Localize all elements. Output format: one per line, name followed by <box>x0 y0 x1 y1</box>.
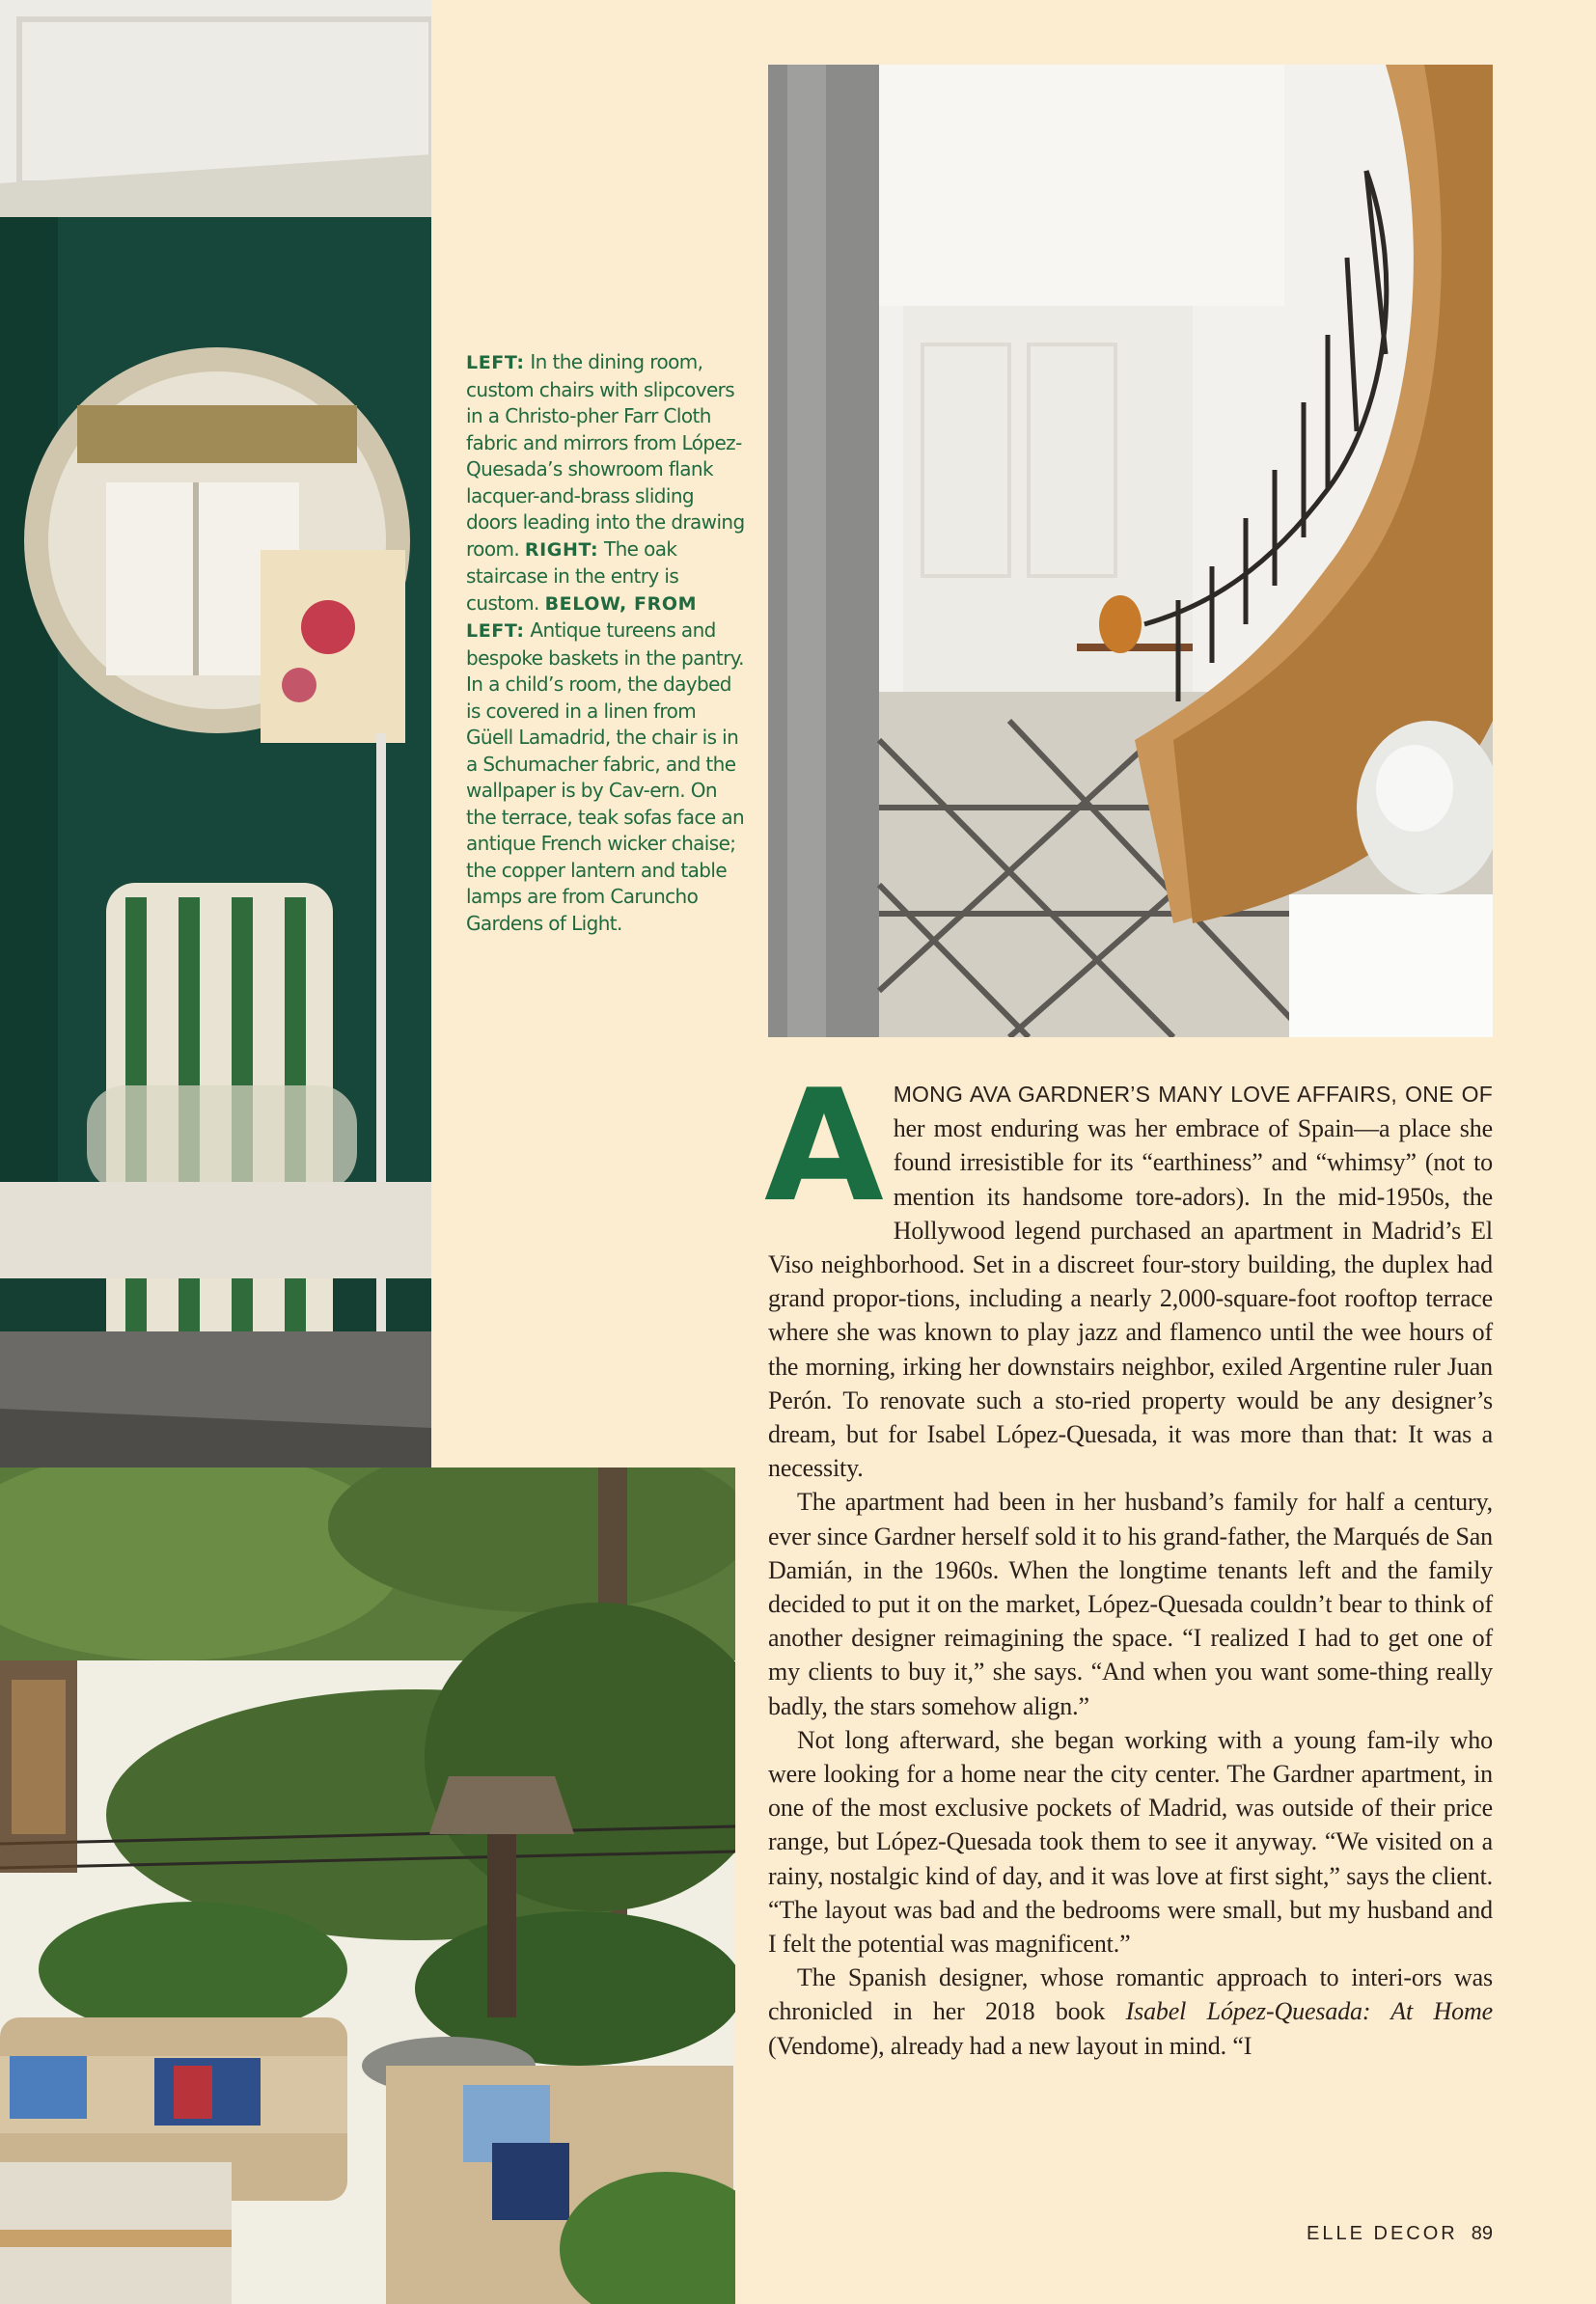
drop-cap: A <box>764 1056 884 1236</box>
staircase-photo <box>768 65 1493 1037</box>
paragraph-1-text: her most enduring was her embrace of Spain—a place she found irresistible for its “earthiness” and “whimsy” (not to mention its handsome tore-adors). In the mid-1950s, the Hollywood legend purchased an apartment in Madrid’s El Viso neighborhood. Set in a discreet four-story building, the duplex had grand propor-tions, including a nearly 2,000-square-foot rooftop terrace where she was known to play jazz and flamenco until the wee hours of the morning, irking her downstairs neighbor, exiled Argentine ruler Juan Perón. To renovate such a sto-ried property would be any designer’s dream, but for Isabel López-Quesada, it was more than that: It was a necessity. <box>768 1114 1493 1483</box>
caption-right-label: RIGHT: <box>524 538 599 561</box>
page-number: 89 <box>1471 2223 1493 2244</box>
caption-right-text: The oak staircase in the entry is custom. <box>466 536 679 615</box>
book-title: Isabel López-Quesada: At Home <box>1125 1997 1493 2026</box>
paragraph-4-end: (Vendome), already had a new layout in mind. “I <box>768 2031 1252 2060</box>
terrace-photo <box>0 1467 735 2304</box>
paragraph-4-start: The Spanish designer, whose romantic approach to interi-ors was chronicled in her 2018 book <box>768 1963 1493 2026</box>
article-paragraph-3: Not long afterward, she began working with a young fam-ily who were looking for a home near the city center. The Gardner apartment, in one of the most exclusive pockets of Madrid, was outside of their price range, but López-Quesada took them to see it anyway. “We visited on a rainy, nostalgic kind of day, and it was love at first sight,” says the client. “The layout was bad and the bedrooms were small, but my husband and I felt the potential was magnificent.” <box>768 1725 1493 1959</box>
dining-room-photo <box>0 0 431 1467</box>
article-body <box>764 1056 1493 2063</box>
article-paragraph-2: The apartment had been in her husband’s family for half a century, ever since Gardner herself sold it to his grand-father, the Marqués de San Damián, in the 1960s. When the longtime tenants left and the family decided to put it on the market, López-Quesada couldn’t bear to think of another designer reimagining the space. “I realized I had to get one of my clients to buy it,” she says. “And when you want some-thing really badly, the stars somehow align.” <box>768 1488 1493 1720</box>
caption-left-text: In the dining room, custom chairs with slipcovers in a Christo-pher Farr Cloth fabric and mirrors from López-Quesada’s showroom flank lacquer-and-brass sliding doors leading into the drawing room. <box>466 350 745 561</box>
caption-left-label: LEFT: <box>466 352 525 373</box>
page-footer <box>1307 2223 1493 2245</box>
caption-below-label: BELOW, FROM LEFT: <box>466 592 698 642</box>
article-paragraph-4 <box>768 1961 1493 2063</box>
magazine-name: ELLE DECOR <box>1307 2223 1458 2244</box>
opening-small-caps: MONG AVA GARDNER’S MANY LOVE AFFAIRS, ONE OF <box>893 1082 1493 1107</box>
article-paragraph-1 <box>764 1056 1493 1485</box>
caption-below-text: Antique tureens and bespoke baskets in the pantry. In a child’s room, the daybed is covered in a linen from Güell Lamadrid, the chair is in a Schumacher fabric, and the wallpaper is by Cav-ern. On the terrace, teak sofas face an antique French wicker chaise; the copper lantern and table lamps are from Caruncho Gardens of Light. <box>466 618 745 935</box>
photo-caption <box>466 349 746 937</box>
